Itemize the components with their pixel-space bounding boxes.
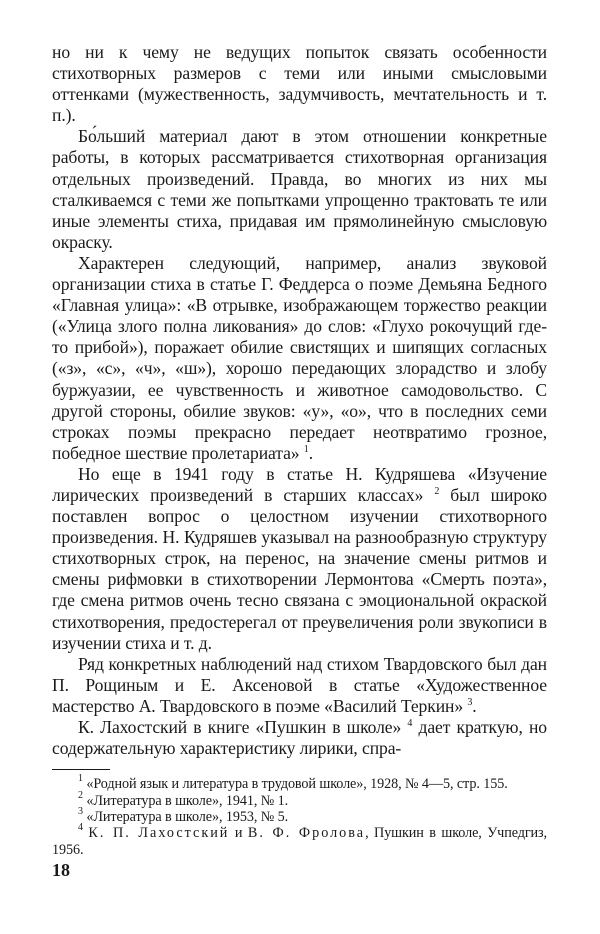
footnote-2-text: «Литература в школе», 1941, № 1. [86,792,289,809]
footnote-1 [52,773,547,793]
paragraph-3: Характерен следующий, например, анализ звуковой организации стиха в статье Г. Феддерса о поэме Демьяна Бедного «Главная улица»: «В отрывке, изображающем торжество реакции («Улица злого полна ликования» до слов: «Глухо рокочущий где-то прибой»), поражает обилие свистящих и шипящих согласных («з», «с», «ч», «ш»), хорошо передающих злорадство и злобу буржуазии, ее чувственность и животное самодовольство. С другой стороны, обилие звуков: «у», «о», что в последних семи строках поэмы прекрасно передает неотвратимо грозное, победное шествие пролетариата» $^1$. [52,252,547,463]
paragraph-3-text: Характерен следующий, например, анализ звуковой организации стиха в статье Г. Феддерса о поэме Демьяна Бедного «Главная улица»: «В отрывке, изображающем торжество реакции («Улица злого полна ликования» до слов: «Глухо рокочущий где-то прибой»), поражает обилие свистящих и шипящих согласных («з», «с», «ч», «ш»), хорошо передающих злорадство и злобу буржуазии, ее чувственность и животное самодовольство. С другой стороны, обилие звуков: «у», «о», что в последних семи строках поэмы прекрасно передает неотвратимо грозное, победное шествие пролетариата» [52,252,547,463]
footnote-4 [52,822,547,858]
paragraph-4-text-before: Но еще в 1941 году в статье Н. Кудряшева «Изучение лирических произведений в старших классах» [52,463,547,505]
footnote-4-joiner: и [229,825,248,842]
footnote-ref-2: 2 [434,485,440,497]
paragraph-4-text-after: был широко поставлен вопрос о целостном изучении стихотворного произведения. Н. Кудряшев указывал на разнообразную структуру стихотворных строк, на перенос, на значение смены ритмов и смены рифмовки в стихотворении Лермонтова «Смерть поэта», где смена ритмов очень тесно связана с эмоциональной окраской стихотворения, предостерегал от преувеличения роли звукописи в изучении стиха и т. д. [52,484,547,653]
paragraph-5-text: Ряд конкретных наблюдений над стихом Твардовского был дан П. Рощиным и Е. Аксеновой в статье «Художественное мастерство А. Твардовского в поэме «Василий Теркин» [52,653,547,716]
footnote-2 [52,789,547,809]
paragraph-2-text: Бо́льший материал дают в этом отношении конкретные работы, в которых рассматривается стихотворная организация отдельных произведений. Правда, во многих из них мы сталкиваемся с теми же попытками упрощенно трактовать те или иные элементы стиха, придавая им прямолинейную смысловую окраску. [52,126,547,252]
footnote-ref-4: 4 [407,718,413,729]
paragraph-6-text-after: дает краткую, но содержательную характеристику лирики, спра- [52,717,547,759]
footnote-mark-1: 1 [78,773,83,785]
footnotes [52,773,547,858]
book-page [52,42,547,858]
paragraph-2 [52,126,547,253]
paragraph-6-text-before: К. Лахостский в книге «Пушкин в школе» [78,717,402,737]
footnote-mark-3: 3 [78,806,83,817]
footnote-ref-1: 1 [303,443,309,455]
footnote-3-text: «Литература в школе», 1953, № 5. [86,809,289,825]
footnote-3 [52,806,547,825]
footnote-4-author-2: В. Ф. Фролова [247,825,366,842]
footnote-1-text: «Родной язык и литература в трудовой школе», 1928, № 4—5, стр. 155. [86,776,508,793]
footnote-ref-3: 3 [467,696,473,708]
footnote-mark-4: 4 [78,822,83,834]
paragraph-1 [52,42,547,126]
paragraph-1-text: но ни к чему не ведущих попыток связать особенности стихотворных размеров с теми или иными смысловыми оттенками (мужественность, задумчивость, мечтательность и т. п.). [52,42,547,126]
paragraph-4 [52,464,547,654]
footnote-divider [52,769,110,770]
paragraph-6 [52,717,547,759]
footnote-4-author-1: К. П. Лахостский [88,825,230,842]
footnote-mark-2: 2 [78,789,83,801]
page-number: 18 [52,860,70,880]
paragraph-5: Ряд конкретных наблюдений над стихом Твардовского был дан П. Рощиным и Е. Аксеновой в статье «Художественное мастерство А. Твардовского в поэме «Василий Теркин» $^3$. [52,653,547,716]
footnote-4-rest: , Пушкин в школе, Учпедгиз, 1956. [52,825,547,858]
